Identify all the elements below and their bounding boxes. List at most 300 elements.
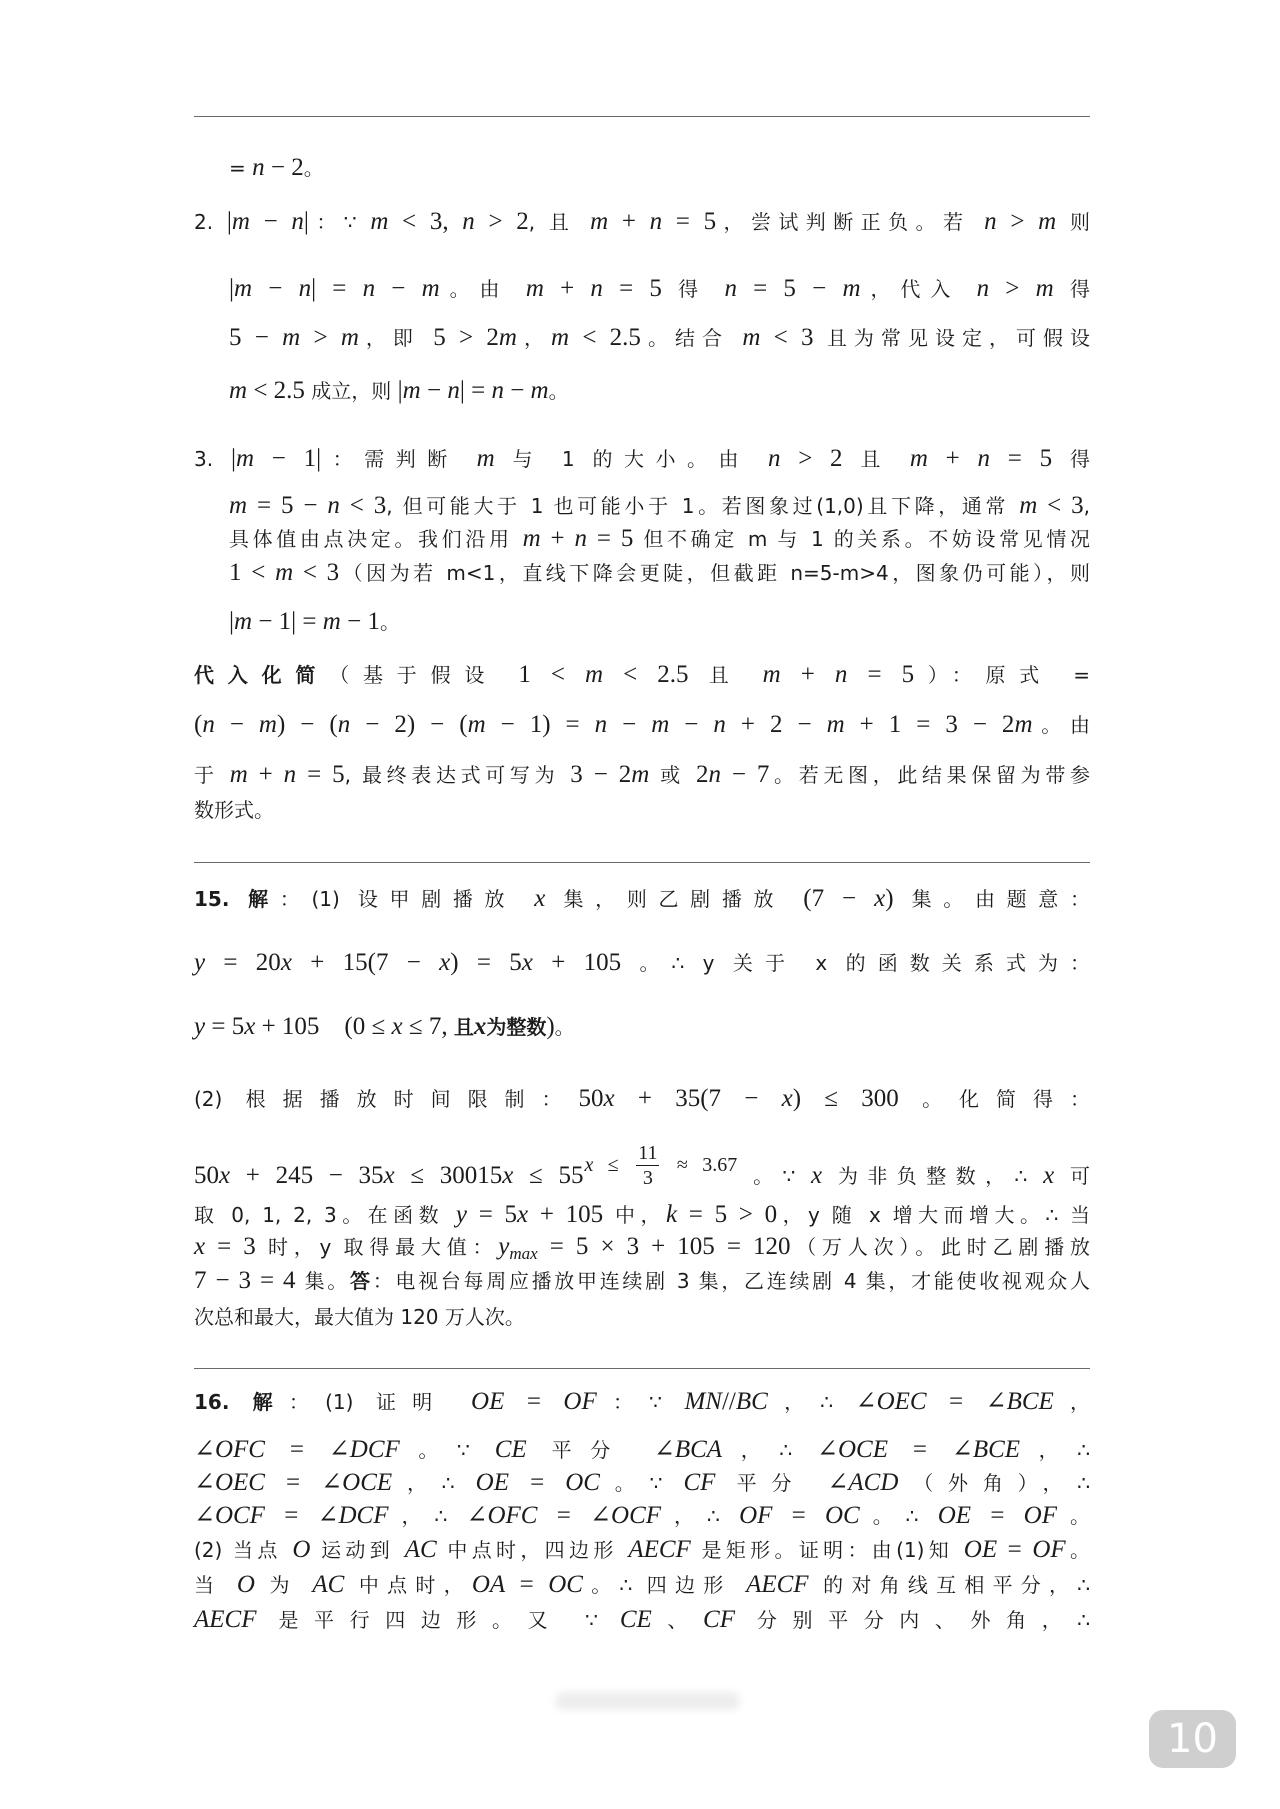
math-variable: n	[574, 525, 588, 552]
math-expression: m < 2.5	[229, 377, 305, 404]
text-line	[229, 151, 1090, 185]
text-run: 为	[254, 1573, 313, 1597]
math-expression	[628, 1536, 691, 1563]
math-variable: n	[767, 445, 781, 472]
math-expression: n > m	[976, 275, 1054, 302]
math-expression: 1 < m < 3	[229, 559, 340, 586]
text-run: ，∴	[722, 1438, 818, 1462]
text-run: 。	[554, 1015, 575, 1039]
math-expression: ∠OFC = ∠DCF	[194, 1436, 400, 1463]
text-run: （万人次）。此时乙剧播放	[790, 1235, 1090, 1259]
math-expression: 3 − 2m	[570, 761, 650, 788]
text-run: 次总和最大，最大值为 120 万人次。	[194, 1305, 525, 1329]
math-variable: x	[521, 949, 533, 976]
text-line	[229, 489, 1090, 523]
text-line	[229, 522, 1090, 556]
fraction-numerator: 11	[638, 1142, 658, 1164]
math-expression	[684, 1469, 716, 1496]
math-variable: m	[467, 711, 486, 738]
math-variable: m	[590, 208, 609, 235]
math-variable: OE	[963, 1536, 998, 1563]
math-variable: x	[473, 1013, 487, 1040]
text-run: ，代入	[860, 277, 977, 301]
math-expression: (7 − x)	[803, 885, 894, 912]
text-run: 集，则乙剧播放	[545, 887, 804, 911]
text-run: ，∴	[1020, 1438, 1091, 1462]
math-variable: OF	[1032, 1536, 1066, 1563]
text-line	[194, 1499, 1090, 1533]
math-variable: m	[1019, 492, 1038, 519]
text-line	[194, 442, 1090, 476]
math-expression: |m − n|	[226, 208, 309, 235]
math-variable: OFC	[214, 1436, 265, 1463]
math-expression: m = 5 − n < 3	[229, 492, 387, 519]
text-run: ，y 随 x 增大而增大。∴ 当	[777, 1203, 1090, 1227]
math-variable: O	[236, 1571, 255, 1598]
text-run: 。	[548, 379, 569, 403]
math-variable: OC	[548, 1571, 583, 1598]
math-superscript	[584, 1142, 738, 1189]
math-variable: AECF	[746, 1571, 809, 1598]
text-run: =	[229, 156, 253, 180]
math-expression	[1043, 1162, 1054, 1189]
math-expression: |m − 1|	[230, 445, 322, 472]
math-variable: m	[909, 445, 928, 472]
math-expression: m + n = 5	[762, 661, 915, 688]
text-run: 集。	[295, 1269, 350, 1293]
text-line	[194, 1082, 1090, 1116]
math-variable: x	[439, 949, 451, 976]
fraction-denominator: 3	[642, 1167, 653, 1189]
math-variable: n	[252, 154, 265, 181]
text-run: ：(1) 设甲剧播放	[279, 887, 535, 911]
text-line	[194, 882, 1090, 916]
math-variable: m	[235, 445, 255, 472]
math-expression: |m − n| = n − m	[397, 377, 549, 404]
math-variable: x	[280, 949, 292, 976]
math-variable: y	[194, 949, 206, 976]
math-expression: m < 2.5	[551, 324, 641, 351]
math-variable: x	[603, 1085, 615, 1112]
math-expression: ∠ACD	[827, 1469, 899, 1496]
text-line	[194, 1466, 1090, 1500]
text-run: 中，	[603, 1203, 666, 1227]
text-run: , 但可能大于 1 也可能小于 1。若图象过(1,0)且下降，通常	[386, 494, 1020, 518]
text-run: 但不确定 m 与 1 的关系。不妨设常见情况	[633, 527, 1091, 551]
math-variable: n	[491, 377, 504, 404]
math-expression	[312, 1571, 344, 1598]
math-variable: x	[874, 885, 886, 912]
math-variable: m	[742, 324, 761, 351]
text-line	[194, 1568, 1090, 1602]
math-variable: n	[708, 761, 721, 788]
math-expression	[534, 885, 545, 912]
math-expression: |m − 1| = m − 1	[229, 608, 380, 635]
math-expression: k = 5 > 0	[665, 1201, 778, 1228]
math-variable: x	[517, 1201, 529, 1228]
math-variable: MN	[684, 1388, 722, 1415]
math-variable: y	[498, 1233, 510, 1260]
math-variable: x	[811, 1162, 823, 1189]
math-expression: m + n = 5	[590, 208, 717, 235]
math-expression: 2n − 7	[695, 761, 770, 788]
text-run: 、	[651, 1608, 704, 1632]
text-line	[229, 605, 1090, 639]
math-variable: BCA	[674, 1436, 723, 1463]
math-variable: OFC	[487, 1502, 538, 1529]
math-variable: m	[1014, 711, 1033, 738]
math-variable: k	[665, 1201, 678, 1228]
math-variable: OC	[565, 1469, 600, 1496]
math-variable: n	[291, 208, 304, 235]
text-line	[229, 374, 1090, 408]
math-expression	[477, 445, 495, 472]
math-variable: x	[584, 1154, 594, 1176]
math-variable: m	[234, 275, 253, 302]
math-expression: y = 20x + 15(7 − x) = 5x + 105	[194, 949, 622, 976]
math-variable: OC	[824, 1502, 860, 1529]
text-run: 于	[194, 763, 230, 787]
math-variable: x	[534, 885, 546, 912]
text-line	[194, 1603, 1090, 1637]
math-variable: x	[219, 1162, 231, 1189]
text-run: ，	[1053, 1390, 1091, 1414]
math-variable: O	[292, 1536, 311, 1563]
text-run: （因为若 m<1，直线下降会更陡，但截距 n=5-m>4，图象仍可能），则	[339, 561, 1090, 585]
math-expression	[495, 1436, 527, 1463]
math-expression	[703, 1606, 735, 1633]
text-run: ，即	[358, 326, 434, 350]
text-run: ,	[1083, 494, 1090, 518]
bold-math-expression	[474, 1013, 487, 1040]
math-expression: |m − n| = n − m	[229, 275, 440, 302]
text-run: 。由	[439, 277, 526, 301]
math-expression: m + n = 5	[229, 761, 345, 788]
math-expression: n − 2	[252, 154, 304, 181]
bold-text: 15. 解	[194, 887, 280, 911]
math-variable: OEC	[214, 1469, 265, 1496]
text-run: 时，y 取得最大值：	[255, 1235, 499, 1259]
math-expression: )	[546, 1013, 555, 1040]
math-variable: AECF	[628, 1536, 691, 1563]
math-expression: 5 − m > m	[229, 324, 359, 351]
math-expression: OE = OF	[963, 1536, 1066, 1563]
text-run: 分别平分内、外角，∴	[734, 1608, 1091, 1632]
math-variable: n	[362, 275, 376, 302]
math-expression: = 5 × 3 + 105 = 120	[537, 1233, 791, 1260]
math-variable: n	[202, 711, 215, 738]
math-variable: OF	[563, 1388, 597, 1415]
text-run: 。	[379, 610, 400, 634]
text-run: ，∴	[392, 1471, 476, 1495]
math-expression: MN//BC	[684, 1388, 768, 1415]
bold-text: 且	[453, 1015, 474, 1039]
math-expression	[237, 1571, 255, 1598]
text-run: 。∵	[599, 1471, 684, 1495]
math-variable: AC	[312, 1571, 345, 1598]
text-line	[194, 1300, 1090, 1334]
math-variable: m	[340, 324, 359, 351]
math-variable: OF	[1023, 1502, 1057, 1529]
math-variable: n	[976, 275, 990, 302]
text-run: 。∴	[859, 1504, 938, 1528]
text-run: 。	[1056, 1504, 1090, 1528]
math-expression: ∠BCA	[653, 1436, 723, 1463]
math-variable: m	[229, 377, 248, 404]
math-subscript	[509, 1244, 537, 1263]
text-run: 得	[1052, 447, 1090, 471]
math-expression: 50x + 245 − 35x ≤ 30015x ≤ 55	[194, 1162, 584, 1189]
text-run: 且	[688, 663, 763, 687]
text-line	[194, 1198, 1090, 1232]
text-run: ：(1) 证明	[288, 1390, 472, 1414]
text-run: 得	[661, 277, 725, 301]
math-expression	[811, 1162, 822, 1189]
text-run: 。若无图，此结果保留为带参	[769, 763, 1090, 787]
text-line	[194, 1264, 1090, 1298]
text-run: 。∵	[399, 1438, 495, 1462]
text-run: 。∴ y 关于 x 的函数关系式为：	[621, 951, 1090, 975]
math-variable: OA	[471, 1571, 506, 1598]
math-expression: OE = OF	[937, 1502, 1057, 1529]
text-run: ：∵	[596, 1390, 685, 1414]
math-variable: m	[762, 661, 781, 688]
text-run: ，∴	[388, 1504, 467, 1528]
math-expression: OA = OC	[471, 1571, 583, 1598]
text-line	[194, 1142, 1090, 1189]
watermark	[555, 1692, 740, 1710]
math-variable: CF	[683, 1469, 716, 1496]
bold-text: 代入化简	[194, 663, 330, 687]
math-variable: n	[590, 275, 603, 302]
math-variable: OEC	[876, 1388, 927, 1415]
math-variable: OCE	[838, 1436, 888, 1463]
text-line	[194, 1533, 1090, 1567]
text-run: 平分	[715, 1471, 828, 1495]
math-variable: BCE	[1006, 1388, 1054, 1415]
math-variable: m	[651, 711, 670, 738]
math-variable: m	[229, 761, 248, 788]
math-variable: m	[370, 208, 389, 235]
page-number-badge	[1149, 1710, 1236, 1768]
math-expression: x = 3	[194, 1233, 256, 1260]
math-expression: ∠OCF = ∠DCF	[194, 1502, 389, 1529]
text-run: 是平行四边形。又 ∵	[256, 1608, 620, 1632]
math-variable: DCF	[349, 1436, 400, 1463]
math-variable: OE	[475, 1469, 509, 1496]
math-variable: x	[244, 1013, 256, 1040]
math-variable: y	[194, 1013, 206, 1040]
math-variable: n	[977, 445, 990, 472]
math-variable: m	[476, 445, 495, 472]
text-line	[194, 793, 1090, 827]
math-variable: n	[298, 275, 312, 302]
math-variable: OE	[471, 1388, 505, 1415]
math-variable: OCE	[342, 1469, 393, 1496]
text-run: , 且	[528, 210, 591, 234]
math-expression	[746, 1571, 809, 1598]
section-divider	[194, 862, 1090, 863]
math-variable: m	[551, 324, 570, 351]
text-run: （外角），∴	[898, 1471, 1090, 1495]
math-variable: m	[231, 208, 250, 235]
math-expression	[620, 1606, 652, 1633]
text-line	[194, 758, 1090, 792]
math-variable: x	[391, 1013, 403, 1040]
math-variable: n	[327, 492, 340, 519]
math-expression: m + n = 5	[909, 445, 1053, 472]
text-run: 且	[842, 447, 910, 471]
text-run: 的对角线互相平分，∴	[808, 1573, 1090, 1597]
text-run: ：∵	[308, 210, 371, 234]
math-variable: OCF	[611, 1502, 662, 1529]
math-variable: n	[834, 661, 848, 688]
text-run: (2) 当点	[194, 1538, 293, 1562]
text-run: （基于假设	[329, 663, 519, 687]
math-expression: ∠OFC = ∠OCF	[466, 1502, 662, 1529]
math-variable: m	[322, 608, 341, 635]
bold-text: 16. 解	[194, 1390, 289, 1414]
text-run: 成立，则	[304, 379, 398, 403]
math-expression: y = 5x + 105 (0 ≤ x ≤ 7,	[194, 1013, 454, 1040]
text-line	[229, 556, 1090, 590]
text-run: 取 0, 1, 2, 3。在函数	[194, 1203, 456, 1227]
math-variable: m	[1038, 208, 1057, 235]
math-variable: m	[1035, 275, 1054, 302]
math-variable: ACD	[848, 1469, 899, 1496]
text-run: 中点时，四边形	[436, 1538, 629, 1562]
math-expression: n > 2	[767, 445, 843, 472]
text-run: 数形式。	[194, 798, 274, 822]
math-variable: x	[781, 1085, 793, 1112]
text-run: (2) 根据播放时间限制：	[194, 1087, 579, 1111]
math-expression: m + n = 5	[522, 525, 634, 552]
text-line	[194, 1385, 1090, 1419]
math-variable: n	[984, 208, 997, 235]
text-run: 集。由题意：	[893, 887, 1090, 911]
text-run: 。	[1065, 1538, 1091, 1562]
math-variable: m	[530, 377, 549, 404]
math-variable: n	[462, 208, 475, 235]
text-line	[194, 658, 1090, 692]
text-run: ）：原式 =	[914, 663, 1091, 687]
text-run: 且为常见设定，可假设	[813, 326, 1091, 350]
math-expression: OE = OC	[475, 1469, 600, 1496]
math-variable: y	[455, 1201, 467, 1228]
math-expression: ∠OEC = ∠BCE	[855, 1388, 1054, 1415]
text-line	[194, 1433, 1090, 1467]
bold-text: 为整数	[486, 1015, 547, 1039]
text-line	[194, 708, 1090, 742]
math-variable: OCF	[214, 1502, 265, 1529]
math-expression: 5 > 2m	[433, 324, 517, 351]
math-variable: n	[447, 377, 460, 404]
text-run: 平分	[526, 1438, 654, 1462]
text-run: ，	[516, 326, 551, 350]
math-expression: m + n = 5	[525, 275, 662, 302]
text-run: 得	[1053, 277, 1090, 301]
math-expression: (n − m) − (n − 2) − (m − 1) = n − m − n + 2 − m + 1 = 3 − 2m	[194, 711, 1033, 738]
math-expression: 7 − 3 = 4	[194, 1267, 296, 1294]
math-variable: AC	[404, 1536, 437, 1563]
math-expression: ∠OCE = ∠BCE	[817, 1436, 1021, 1463]
math-variable: n	[724, 275, 737, 302]
text-run: 是矩形。证明：由(1)知	[690, 1538, 964, 1562]
math-variable: x	[383, 1162, 395, 1189]
math-variable: BCE	[972, 1436, 1021, 1463]
text-run: ：电视台每周应播放甲连续剧 3 集，乙连续剧 4 集，才能使收视观众人	[372, 1269, 1091, 1293]
text-run: 。化简得：	[898, 1087, 1091, 1111]
text-run: 。∴ 四边形	[582, 1573, 747, 1597]
math-expression: n = 5 − m	[724, 275, 861, 302]
math-variable: m	[234, 608, 253, 635]
math-expression: OE = OF	[471, 1388, 597, 1415]
text-run: ，尝试判断正负。若	[716, 210, 985, 234]
text-run: 可	[1054, 1164, 1090, 1188]
math-expression: x ≤	[584, 1154, 634, 1176]
text-run: 。由	[1032, 713, 1090, 737]
bold-text: 答	[349, 1269, 373, 1293]
text-line	[229, 272, 1090, 306]
math-variable: n	[649, 208, 663, 235]
math-variable: m	[525, 275, 544, 302]
text-run: 运动到	[310, 1538, 405, 1562]
math-variable: n	[713, 711, 726, 738]
math-variable: m	[421, 275, 440, 302]
fraction	[636, 1143, 659, 1188]
math-expression: m < 3	[742, 324, 814, 351]
math-variable: n	[337, 711, 351, 738]
text-line	[194, 1230, 1090, 1264]
text-run: 与 1 的大小。由	[494, 447, 768, 471]
math-expression	[194, 1606, 257, 1633]
section-divider	[194, 116, 1090, 117]
text-run: 或	[649, 763, 696, 787]
math-variable: m	[258, 711, 277, 738]
math-expression: 1 < m < 2.5	[518, 661, 689, 688]
math-variable: m	[282, 324, 301, 351]
math-variable: m	[229, 492, 248, 519]
text-run: 。	[303, 156, 324, 180]
math-variable: DCF	[338, 1502, 389, 1529]
math-variable: max	[509, 1244, 538, 1263]
math-variable: CE	[494, 1436, 527, 1463]
math-variable: m	[585, 661, 604, 688]
text-run: 当	[194, 1573, 237, 1597]
math-variable: m	[631, 761, 650, 788]
math-expression: ∠OEC = ∠OCE	[194, 1469, 393, 1496]
text-run: ：需判断	[321, 447, 477, 471]
math-expression: m < 3, n > 2	[370, 208, 529, 235]
text-run: 为非负整数，∴	[822, 1164, 1044, 1188]
math-variable: m	[402, 377, 421, 404]
math-expression: n > m	[984, 208, 1057, 235]
math-variable: AECF	[194, 1606, 257, 1633]
math-variable: m	[826, 711, 845, 738]
math-variable: x	[1043, 1162, 1055, 1189]
section-divider	[194, 1368, 1090, 1369]
text-run: ，∴	[767, 1390, 856, 1414]
math-expression: m < 3	[1019, 492, 1084, 519]
math-variable: x	[194, 1233, 206, 1260]
math-expression: OF = OC	[739, 1502, 860, 1529]
math-variable: m	[522, 525, 541, 552]
text-run: 具体值由点决定。我们沿用	[229, 527, 523, 551]
text-line	[194, 1010, 1090, 1044]
math-variable: OF	[739, 1502, 773, 1529]
text-run: 2.	[194, 210, 227, 234]
math-variable: n	[594, 711, 608, 738]
